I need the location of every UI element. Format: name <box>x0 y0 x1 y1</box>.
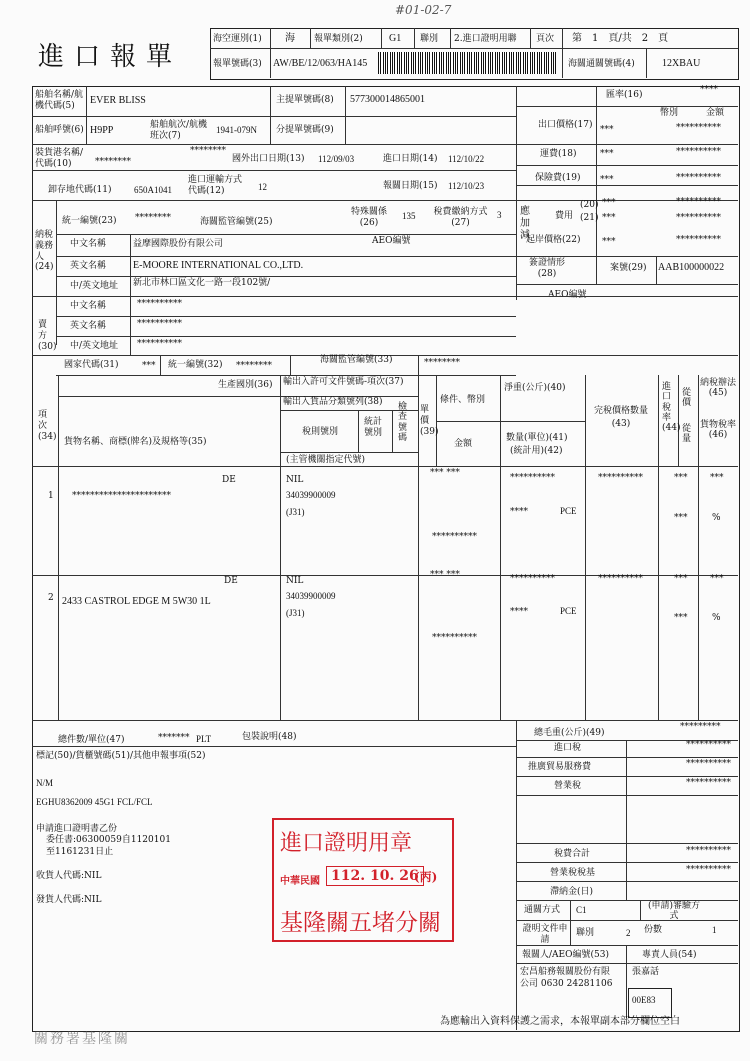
marks-label: 標記(50)/貨櫃號碼(51)/其他申報事項(52) <box>36 751 206 761</box>
barcode-icon <box>378 52 556 74</box>
transport-code-value: 12 <box>258 182 267 192</box>
transport-mode-label: 海空運別(1) <box>213 34 262 44</box>
item-1-no: 1 <box>48 491 54 501</box>
specific-header: 從量 <box>682 424 692 445</box>
customs-stamp <box>272 818 454 942</box>
seller-uniform-value: ******** <box>236 361 272 371</box>
copy-label: 聯別 <box>420 34 439 44</box>
port-stars: ******** <box>190 146 226 156</box>
item-1-terms: *** *** <box>430 468 460 478</box>
item-2-authority: (J31) <box>286 608 305 618</box>
item-2-duty2: *** <box>674 613 688 623</box>
tariff-header: 稅則號別 <box>302 427 339 437</box>
goods-tax-header: 貨物稅率(46) <box>700 420 737 441</box>
exchange-rate-value: **** <box>700 85 718 95</box>
seller-uniform-label: 統一編號(32) <box>168 360 223 370</box>
importer-uniform-value: ******** <box>135 213 171 223</box>
item-2-desc: 2433 CASTROL EDGE M 5W30 1L <box>62 596 211 607</box>
aeo2-label: AEO編號 <box>548 290 587 300</box>
total-tax-label: 稅費合計 <box>554 849 591 859</box>
item-1-origin: DE <box>222 475 236 485</box>
item-2-origin: DE <box>224 576 238 586</box>
port-value: ******** <box>95 157 131 167</box>
importer-address-label: 中/英文地址 <box>70 281 119 291</box>
tax-method-header: 納稅辦法(45) <box>700 378 737 399</box>
trade-fee-value: ********** <box>686 759 731 769</box>
importer-section-label: 納稅義務人(24) <box>35 230 54 273</box>
stamp-date: 112. 10. 26 <box>326 866 424 886</box>
transport-code-label: 進口運輸方式代碼(12) <box>188 175 243 196</box>
special-rel-value: 135 <box>402 211 416 221</box>
item-2-percent: % <box>712 613 721 623</box>
item-2-value: ********** <box>598 574 643 584</box>
report-date-value: 112/10/23 <box>448 181 485 191</box>
tax-method-value: 3 <box>497 210 502 220</box>
house-bl-label: 分提單號碼(9) <box>276 125 334 135</box>
exchange-rate-label: 匯率(16) <box>606 90 643 100</box>
fee-21-label: (21) <box>580 213 599 223</box>
agent-label: 專責人員(54) <box>642 950 697 960</box>
fee21-currency: *** <box>602 213 616 223</box>
cif-label: 起岸價格(22) <box>526 235 581 245</box>
net-weight-header: 淨重(公斤)(40) <box>504 383 566 393</box>
item-2-tax-method: *** <box>710 574 724 584</box>
broker-label: 報關人/AEO編號(53) <box>522 950 609 960</box>
item-1-authority: (J31) <box>286 507 305 517</box>
item-2-qty: **** <box>510 607 528 617</box>
desc-header: 貨物名稱、商標(牌名)及規格等(35) <box>64 437 207 447</box>
voyage-value: 1941-079N <box>216 125 257 135</box>
fee-20-label: (20) <box>580 200 599 210</box>
import-date-value: 112/10/22 <box>448 154 485 164</box>
terms-header: 條件、幣別 <box>440 395 486 405</box>
item-1-tariff: 34039900009 <box>286 490 336 500</box>
item-1-duty: *** <box>674 473 688 483</box>
permit-header: 輸出入許可文件號碼-項次(37) <box>283 377 404 387</box>
declaration-type-label: 報單類別(2) <box>314 34 363 44</box>
seller-en-value: ********** <box>137 319 182 329</box>
report-date-label: 報關日期(15) <box>383 181 438 191</box>
vat-label: 營業稅 <box>554 781 582 791</box>
cif-currency: *** <box>602 237 616 247</box>
total-pkgs-value: ******* <box>158 733 190 743</box>
declaration-type-value: G1 <box>389 33 402 44</box>
footer-note: 為應輸出入資料保護之需求，本報單副本部分欄位空白 <box>440 1016 680 1027</box>
case-no-value: AAB100000022 <box>658 262 725 273</box>
storage-value: 650A1041 <box>134 185 172 195</box>
stat-qty-header: (統計用)(42) <box>510 446 563 456</box>
seller-address-value: ********** <box>137 339 182 349</box>
item-2-tariff: 34039900009 <box>286 591 336 601</box>
unit-price-header: 單價(39) <box>420 405 439 437</box>
page-value: 第 1 頁/共 2 頁 <box>572 33 669 44</box>
item-1-qty: **** <box>510 507 528 517</box>
origin-header: 生產國別(36) <box>218 380 273 390</box>
item-2-net-weight: ********** <box>510 574 555 584</box>
gross-weight-label: 總毛重(公斤)(49) <box>534 728 605 738</box>
item-1-tax-method: *** <box>710 473 724 483</box>
value-header: 完稅價格數量(43) <box>593 406 648 429</box>
marks-line-7: 發貨人代碼:NIL <box>36 895 102 905</box>
item-1-desc: ********************** <box>72 491 171 501</box>
insurance-amount: ********** <box>676 173 721 183</box>
fee20-amount: ********** <box>676 197 721 207</box>
seller-en-label: 英文名稱 <box>70 321 107 331</box>
export-date-label: 國外出口日期(13) <box>232 154 305 164</box>
bottom-stamp-fragment: 關務署基隆關 <box>34 1031 130 1047</box>
item-1-net-weight: ********** <box>510 473 555 483</box>
gross-weight-value: ********* <box>680 722 721 732</box>
page-label: 頁次 <box>536 34 555 44</box>
tax-method-label: 稅費繳納方式(27) <box>433 207 488 228</box>
marks-line-3: 申請進口證明書乙份 <box>36 824 118 834</box>
seller-cn-value: ********** <box>137 299 182 309</box>
vat-base-value: ********** <box>686 865 731 875</box>
item-no-header: 項次(34) <box>38 410 57 442</box>
marks-line-2: EGHU8362009 45G1 FCL/FCL <box>36 797 153 807</box>
clearance-no-value: 12XBAU <box>662 58 701 69</box>
currency-header: 幣別 <box>660 108 679 118</box>
ad-valorem-header: 從價 <box>682 388 692 409</box>
transport-mode-value: 海 <box>285 33 295 44</box>
item-2-no: 2 <box>48 593 54 603</box>
stamp-bottom-line: 基隆關五堵分關 <box>280 910 441 936</box>
seller-country-value: *** <box>142 361 156 371</box>
item-1-unit: PCE <box>560 506 577 516</box>
freight-amount: ********** <box>676 147 721 157</box>
fob-amount: ********** <box>676 123 721 133</box>
seller-cn-label: 中文名稱 <box>70 301 107 311</box>
fob-label: 出口價格(17) <box>538 120 593 130</box>
doc-copies-value: 1 <box>712 925 717 935</box>
freight-label: 運費(18) <box>540 149 577 159</box>
clearance-method-label: 通關方式 <box>524 905 561 915</box>
clearance-method-value: C1 <box>576 905 587 915</box>
doc-copies-label: 份數 <box>644 925 663 935</box>
authority-header: (主管機關指定代號) <box>286 455 366 465</box>
adjust-label: 應加減 <box>520 206 530 241</box>
item-1-duty2: *** <box>674 513 688 523</box>
cif-amount: ********** <box>676 235 721 245</box>
importer-cn-value: 益摩國際股份有限公司 <box>133 239 224 249</box>
importer-cn-label: 中文名稱 <box>70 239 107 249</box>
trade-fee-label: 推廣貿易服務費 <box>528 762 592 772</box>
seller-address-label: 中/英文地址 <box>70 341 119 351</box>
call-sign-label: 船舶呼號(6) <box>35 125 84 135</box>
page-title: 進口報單 <box>38 42 183 72</box>
import-duty-label: 進口稅 <box>554 743 582 753</box>
marks-line-6: 收貨人代碼:NIL <box>36 871 102 881</box>
inspect-header: 檢查號碼 <box>398 402 408 444</box>
agent-code: 00E83 <box>632 995 656 1005</box>
importer-en-value: E-MOORE INTERNATIONAL CO.,LTD. <box>133 260 304 271</box>
broker-name-2: 公司 0630 24281106 <box>520 979 613 989</box>
freight-currency: *** <box>600 149 614 159</box>
fee21-amount: ********** <box>676 213 721 223</box>
item-1-permit: NIL <box>286 475 304 485</box>
stamp-year-label: 中華民國 <box>280 876 320 887</box>
call-sign-value: H9PP <box>90 125 114 136</box>
marks-line-1: N/M <box>36 778 54 788</box>
marks-line-4: 委任書:06300059自1120101 <box>46 835 171 845</box>
declaration-no-value: AW/BE/12/063/HA145 <box>273 58 368 69</box>
item-amount-header: 金額 <box>454 439 473 449</box>
qty-header: 數量(單位)(41) <box>506 433 568 443</box>
vat-base-label: 營業稅稅基 <box>550 868 596 878</box>
fee-label: 費用 <box>555 211 574 221</box>
special-rel-label: 特殊關係(26) <box>350 207 387 228</box>
seller-section-label: 賣方(30) <box>38 320 57 352</box>
total-pkgs-unit: PLT <box>196 734 212 744</box>
total-pkgs-label: 總件數/單位(47) <box>58 735 125 745</box>
doc-copy-value: 2 <box>626 928 631 938</box>
vat-value: ********** <box>686 778 731 788</box>
amount-header: 金額 <box>706 108 725 118</box>
broker-name-1: 宏昌船務報關股份有限 <box>520 967 611 977</box>
port-label: 裝貨港名稱/代碼(10) <box>35 148 84 169</box>
doc-apply-label: 證明文件申請 <box>522 924 568 945</box>
agent-name: 張嘉話 <box>632 967 660 977</box>
importer-customs-label: 海關監管編號(25) <box>200 217 273 227</box>
late-fee-label: 滯納金(日) <box>550 887 594 897</box>
fob-currency: *** <box>600 125 614 135</box>
stat-header: 統計號別 <box>364 417 383 438</box>
voyage-label: 船舶航次/航機班次(7) <box>150 120 208 141</box>
seller-country-label: 國家代碼(31) <box>64 360 119 370</box>
pkg-desc-label: 包裝說明(48) <box>242 732 297 742</box>
bl-label: 主提單號碼(8) <box>276 95 334 105</box>
copy-value: 2.進口證明用聯 <box>454 34 517 44</box>
importer-address-value: 新北市林口區文化一路一段102號/ <box>133 278 271 288</box>
item-2-unit: PCE <box>560 606 577 616</box>
license-label: 簽證情形(28) <box>528 258 565 279</box>
seller-customs-label: 海關監管編號(33) <box>320 355 393 365</box>
importer-uniform-label: 統一編號(23) <box>62 216 117 226</box>
stamp-top-line: 進口證明用章 <box>280 831 413 856</box>
handwritten-note: #01-02-7 <box>395 3 452 17</box>
item-2-terms: *** *** <box>430 570 460 580</box>
item-2-duty: *** <box>674 574 688 584</box>
marks-line-5: 至1161231日止 <box>46 847 114 857</box>
item-2-permit: NIL <box>286 576 304 586</box>
clearance-no-label: 海關通關號碼(4) <box>568 59 635 69</box>
duty-header: 進口稅率(44) <box>662 382 681 434</box>
vessel-name-value: EVER BLISS <box>90 95 146 106</box>
import-date-label: 進口日期(14) <box>383 154 438 164</box>
doc-copy-label: 聯別 <box>576 928 595 938</box>
case-no-label: 案號(29) <box>610 263 647 273</box>
item-1-value: ********** <box>598 473 643 483</box>
aeo-label: AEO編號 <box>372 236 411 246</box>
cargo-code-header: 輸出入貨品分類號列(38) <box>283 397 383 407</box>
vessel-name-label: 船舶名稱/航機代碼(5) <box>35 90 84 111</box>
insurance-currency: *** <box>600 175 614 185</box>
item-2-amount: ********** <box>432 633 477 643</box>
item-1-percent: % <box>712 513 721 523</box>
import-duty-value: ********** <box>686 740 731 750</box>
item-1-amount: ********** <box>432 532 477 542</box>
total-tax-value: ********** <box>686 846 731 856</box>
importer-en-label: 英文名稱 <box>70 261 107 271</box>
export-date-value: 112/09/03 <box>318 154 355 164</box>
bl-value: 577300014865001 <box>350 94 425 105</box>
stamp-suffix: (丙) <box>414 870 438 884</box>
storage-label: 卸存地代碼(11) <box>48 185 112 195</box>
insurance-label: 保險費(19) <box>535 173 581 183</box>
seller-customs-value: ******** <box>424 358 460 368</box>
fee20-currency: *** <box>602 198 616 208</box>
review-method-label: (申請)審驗方式 <box>647 901 701 922</box>
declaration-no-label: 報單號碼(3) <box>213 59 262 69</box>
